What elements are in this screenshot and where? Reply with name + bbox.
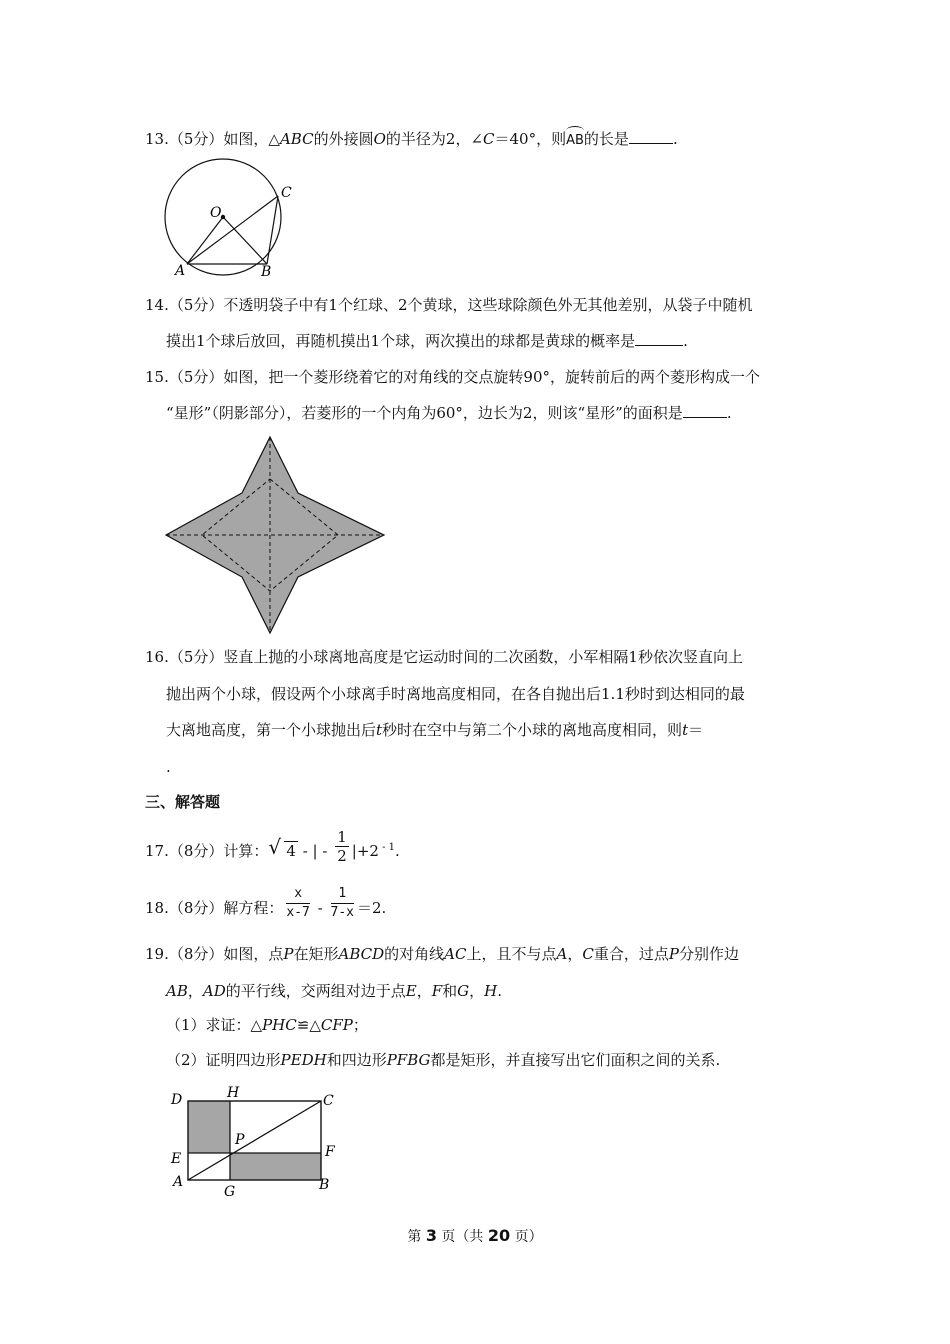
- label-f: F: [325, 1144, 335, 1160]
- page-footer: 第 3 页（共 20 页）: [407, 1226, 543, 1245]
- q17-text: 17.（8分）计算： √ 4 - | - $\frac{1}{2}$ |+2 $^{- 1}$.: [145, 827, 400, 865]
- fraction-1-over-7-x: $\frac{1}{7-x}$: [330, 885, 354, 920]
- q16-line-4: .: [166, 758, 171, 776]
- fraction-one-half: $\frac{1}{2}$: [337, 827, 347, 865]
- label-o: O: [210, 205, 222, 221]
- section-heading: 三、解答题: [145, 793, 221, 811]
- q19-rectangle-figure: [163, 1082, 348, 1202]
- q19-part-2: （2）证明四边形PEDH和四边形PFBG都是矩形，并直接写出它们面积之间的关系.: [166, 1051, 721, 1069]
- q13-circle-figure: [155, 155, 305, 281]
- label-a: A: [173, 1174, 184, 1190]
- answer-blank[interactable]: [629, 129, 673, 144]
- q13-number: 13.: [145, 130, 169, 148]
- label-c: C: [323, 1093, 334, 1109]
- answer-blank[interactable]: [683, 403, 727, 418]
- label-h: H: [227, 1085, 240, 1101]
- label-e: E: [171, 1151, 182, 1167]
- sqrt-expression: √ 4: [268, 835, 296, 860]
- q18-text: 18.（8分）解方程： $\frac{x}{x-7}$ - $\frac{1}{7-x}$ ＝2.: [145, 885, 387, 920]
- label-d: D: [171, 1092, 183, 1108]
- label-b: B: [319, 1177, 330, 1193]
- q19-part-1: （1）求证：△PHC≌△CFP；: [166, 1016, 368, 1034]
- label-c: C: [281, 185, 292, 201]
- answer-blank[interactable]: [635, 331, 683, 346]
- label-b: B: [261, 264, 272, 280]
- q14-line-1: 14.（5分）不透明袋子中有1个红球、2个黄球，这些球除颜色外无其他差别，从袋子中随机: [145, 296, 753, 314]
- fraction-x-over-x-7: $\frac{x}{x-7}$: [286, 885, 310, 920]
- q16-line-1: 16.（5分）竖直上抛的小球离地高度是它运动时间的二次函数，小军相隔1秒依次竖直向上: [145, 648, 743, 666]
- q19-line-1: 19.（8分）如图，点P在矩形ABCD的对角线AC上，且不与点A，C重合，过点P分别作边: [145, 945, 739, 963]
- q15-star-figure: [160, 432, 392, 642]
- q15-line-2: “星形”（阴影部分），若菱形的一个内角为60°，边长为2，则该“星形”的面积是 .: [166, 404, 732, 422]
- q15-line-1: 15.（5分）如图，把一个菱形绕着它的对角线的交点旋转90°，旋转前后的两个菱形构成一个: [145, 368, 760, 386]
- label-g: G: [224, 1184, 236, 1200]
- label-a: A: [175, 263, 186, 279]
- page-total: 20: [487, 1226, 511, 1245]
- q16-line-2: 抛出两个小球，假设两个小球离手时离地高度相同，在各自抛出后1.1秒时到达相同的最: [166, 685, 745, 703]
- q13-text: 13.（5分）如图，△ABC的外接圆O的半径为2，∠C＝40°，则AB的长是 .: [145, 127, 678, 151]
- q19-line-2: AB，AD的平行线，交两组对边于点E，F和G，H.: [166, 982, 503, 1000]
- label-p: P: [235, 1132, 245, 1148]
- arc-ab-label: AB: [566, 127, 584, 151]
- q16-line-3: 大离地高度，第一个小球抛出后t秒时在空中与第二个小球的离地高度相同，则t＝: [166, 721, 704, 739]
- q14-line-2: 摸出1个球后放回，再随机摸出1个球，两次摸出的球都是黄球的概率是 .: [166, 332, 688, 350]
- page-number: 3: [425, 1226, 437, 1245]
